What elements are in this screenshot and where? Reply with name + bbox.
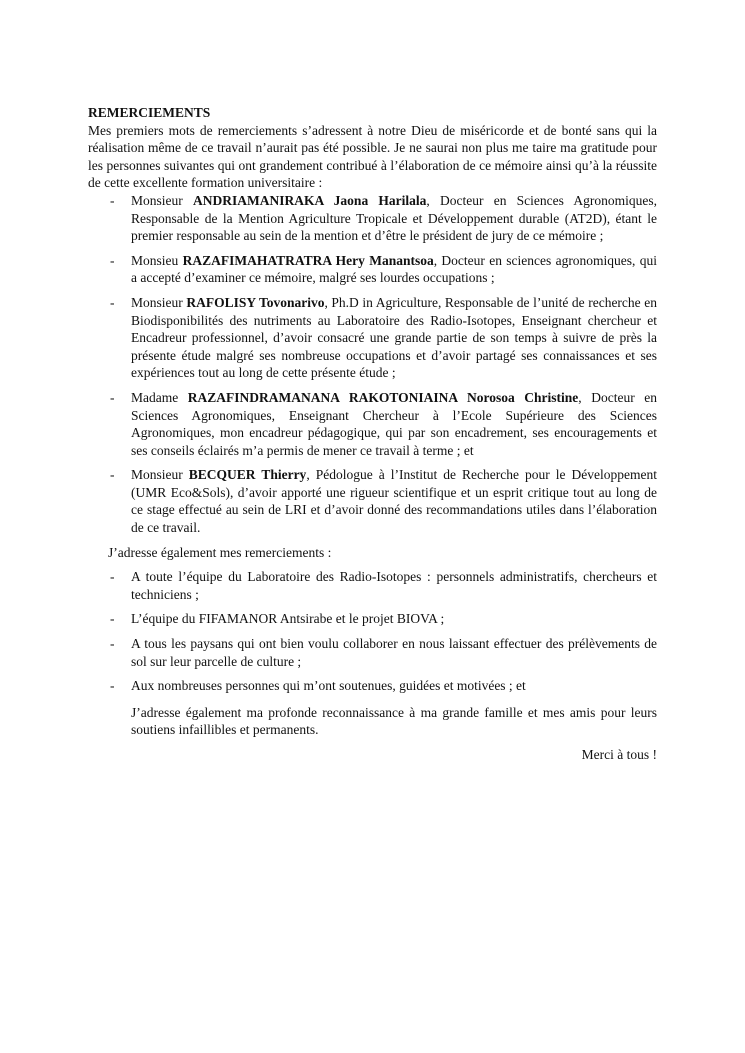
list-item: - Monsieur RAFOLISY Tovonarivo, Ph.D in Agriculture, Responsable de l’unité de recherche en Biodisponibilités des nutriments au Laboratoire des Radio-Isotopes, Enseignant chercheur et Encadreur professionnel, d’avoir consacré une grande partie de son temps à suivre de près la présente étude malgré ses nombreuse occupations et d’avoir partagé ses connaissances et ses expériences tout au long de cette présente étude ;	[110, 294, 657, 381]
list-item: - Madame RAZAFINDRAMANANA RAKOTONIAINA Norosoa Christine, Docteur en Sciences Agronomiques, Enseignant Chercheur à l’Ecole Supérieure des Sciences Agronomiques, mon encadreur pédagogique, qui par son encadrement, ses encouragements et ses conseils éclairés m’a permis de mener ce travail à terme ; et	[110, 389, 657, 458]
list-item: - L’équipe du FIFAMANOR Antsirabe et le projet BIOVA ;	[110, 611, 445, 627]
person-name: RAZAFIMAHATRATRA Hery Manantsoa	[182, 252, 434, 268]
family-paragraph: J’adresse également ma profonde reconnaissance à ma grande famille et mes amis pour leurs soutiens infaillibles et permanents.	[131, 704, 657, 738]
bullet-dash: -	[110, 192, 115, 208]
list-item: - Monsieur BECQUER Thierry, Pédologue à l’Institut de Recherche pour le Développement (UMR Eco&Sols), d’avoir apporté une rigueur scientifique et un esprit critique tout au long de ce stage effectué au sein de LRI et d’avoir donné des recommandations utiles dans l’élaboration de ce travail.	[110, 467, 657, 536]
closing-line: Merci à tous !	[581, 747, 657, 762]
bullet-dash: -	[110, 569, 115, 585]
intro-paragraph: Mes premiers mots de remerciements s’adressent à notre Dieu de miséricorde et de bonté sans qui la réalisation même de ce travail n’aurait pas été possible. Je ne saurai non plus me taire ma gratitude pour les personnes suivantes qui ont grandement contribué à l’élaboration de ce mémoire ainsi qu’à la réussite de cette excellente formation universitaire :	[88, 122, 657, 191]
person-name: BECQUER Thierry	[188, 467, 307, 483]
person-name: RAZAFINDRAMANANA RAKOTONIAINA Norosoa Christine	[187, 389, 579, 405]
list-item: - Monsieu RAZAFIMAHATRATRA Hery Manantsoa, Docteur en sciences agronomiques, qui a accepté d’examiner ce mémoire, malgré ses lourdes occupations ;	[110, 252, 658, 286]
person-name: RAFOLISY Tovonarivo	[186, 294, 325, 310]
list-item: - Monsieur ANDRIAMANIRAKA Jaona Harilala, Docteur en Sciences Agronomiques, Responsable de la Mention Agriculture Tropicale et Développement durable (AT2D), étant le premier responsable au sein de la mention et d’être le président de jury de ce mémoire ;	[110, 192, 657, 244]
list-item: - Aux nombreuses personnes qui m’ont soutenues, guidées et motivées ; et	[110, 678, 526, 694]
list-item: - A toute l’équipe du Laboratoire des Radio-Isotopes : personnels administratifs, chercheurs et techniciens ;	[110, 569, 657, 602]
page-title: REMERCIEMENTS	[88, 105, 211, 120]
acknowledgements-page	[88, 104, 657, 764]
also-thanks-paragraph: J’adresse également mes remerciements :	[108, 544, 332, 560]
list-item: - A tous les paysans qui ont bien voulu collaborer en nous laissant effectuer des prélèvements de sol sur leur parcelle de culture ;	[110, 636, 657, 669]
bullet-dash: -	[110, 611, 115, 627]
bullet-dash: -	[110, 252, 115, 268]
bullet-dash: -	[110, 294, 115, 310]
groups-list	[88, 568, 657, 695]
persons-list	[88, 192, 657, 537]
person-name: ANDRIAMANIRAKA Jaona Harilala	[192, 192, 427, 208]
bullet-dash: -	[110, 467, 115, 483]
bullet-dash: -	[110, 389, 115, 405]
bullet-dash: -	[110, 678, 115, 694]
bullet-dash: -	[110, 636, 115, 652]
